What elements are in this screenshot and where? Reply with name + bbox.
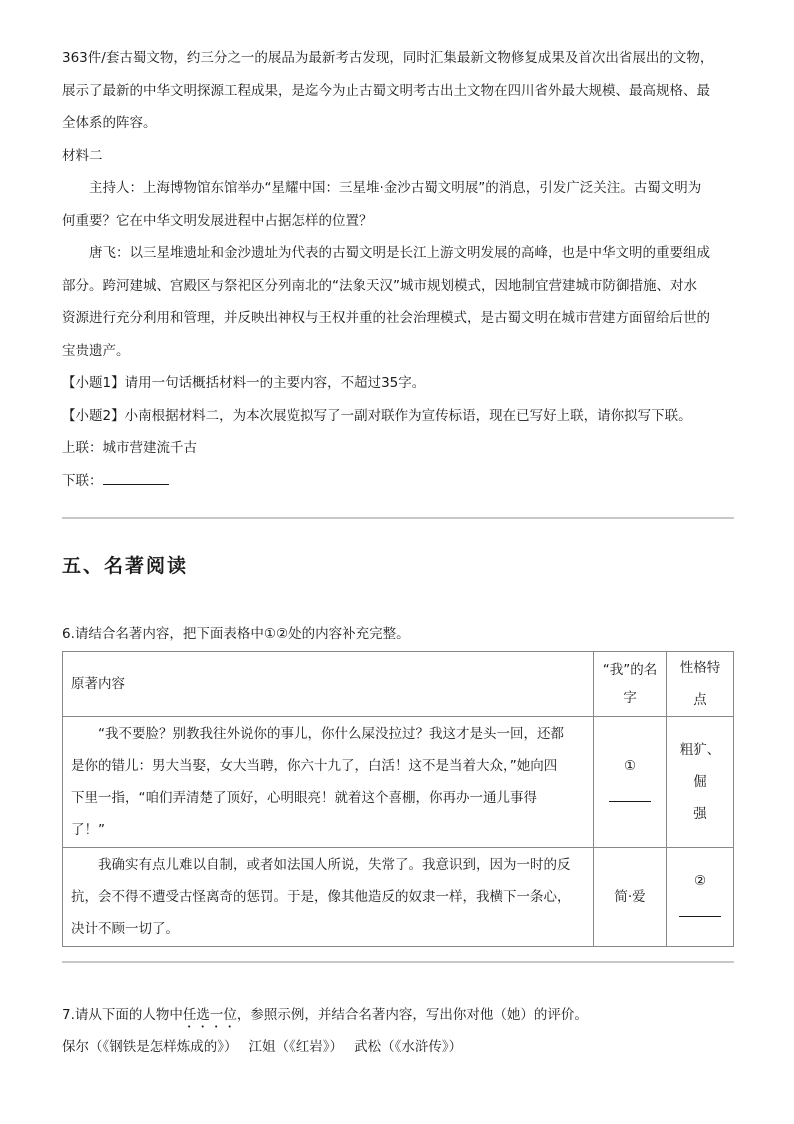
worksheet-page <box>62 0 734 1064</box>
classics-table <box>62 651 734 947</box>
row2-content: 我确实有点儿难以自制，或者如法国人所说，失常了。我意识到，因为一时的反 抗，会不得不遭受古怪离奇的惩罚。于是，像其他造反的奴隶一样，我横下一条心， 决计不顾一切了。 <box>63 847 594 946</box>
material-two-heading: 材料二 <box>62 147 103 164</box>
lower-couplet-label: 下联： <box>62 472 103 489</box>
question-1: 【小题1】请用一句话概括材料一的主要内容，不超过35字。 <box>62 375 426 391</box>
divider <box>62 961 734 963</box>
answer-blank[interactable] <box>103 468 169 485</box>
text-line: 主持人：上海博物馆东馆举办“星耀中国：三星堆·金沙古蜀文明展”的消息，引发广泛关注。古蜀文明为 <box>89 180 702 196</box>
header-name: “我”的名 字 <box>594 651 667 716</box>
sub-questions <box>62 367 734 497</box>
question-7-choices: 保尔（《钢铁是怎样炼成的》） 江姐（《红岩》） 武松（《水浒传》） <box>62 1039 463 1055</box>
header-trait: 性格特点 <box>667 651 734 716</box>
emphasized-text: 任选一位 <box>182 1006 237 1023</box>
text-line: 部分。跨河建城、宫殿区与祭祀区分列南北的“法象天汉”城市规划模式，因地制宜营建城市防御措施、对水 <box>62 277 697 294</box>
question-7-prompt: 7.请从下面的人物中任选一位，参照示例，并结合名著内容，写出你对他（她）的评价。 <box>62 1006 588 1023</box>
header-content: 原著内容 <box>63 651 594 716</box>
material-one-tail <box>62 42 734 140</box>
row2-trait-blank[interactable]: ② <box>667 847 734 946</box>
answer-blank[interactable] <box>679 902 721 917</box>
text-line: 宝贵遗产。 <box>62 342 130 359</box>
row1-content: “我不要脸？别教我往外说你的事儿，你什么屎没拉过？我这才是头一回，还都 是你的错儿：男大当娶，女大当聘，你六十九了，白活！这不是当着大众，”她向四 下里一指，“咱们弄清楚了顶好，心明眼亮！就着这个喜棚，你再办一通儿事得 了！” <box>63 716 594 847</box>
question-2: 【小题2】小南根据材料二，为本次展览拟写了一副对联作为宣传标语，现在已写好上联，请你拟写下联。 <box>62 407 692 424</box>
table-row <box>63 847 734 946</box>
row1-name-blank[interactable]: ① <box>594 716 667 847</box>
table-header-row <box>63 651 734 716</box>
table-row <box>63 716 734 847</box>
row1-trait: 粗犷、倔 强 <box>667 716 734 847</box>
text-line: 展示了最新的中华文明探源工程成果，是迄今为止古蜀文明考古出土文物在四川省外最大规模、最高规格、最 <box>62 82 710 99</box>
answer-blank[interactable] <box>609 787 651 802</box>
text-line: 资源进行充分利用和管理，并反映出神权与王权并重的社会治理模式，是古蜀文明在城市营建方面留给后世的 <box>62 310 710 326</box>
upper-couplet: 上联：城市营建流千古 <box>62 440 197 456</box>
text-line: 何重要？它在中华文明发展进程中占据怎样的位置？ <box>62 212 373 229</box>
section-title: 五、名著阅读 <box>62 555 189 577</box>
divider <box>62 517 734 519</box>
lower-couplet <box>62 465 734 498</box>
row2-name: 简·爱 <box>594 847 667 946</box>
text-line: 全体系的阵容。 <box>62 115 157 131</box>
text-line: 363件/套古蜀文物，约三分之一的展品为最新考古发现，同时汇集最新文物修复成果及首次出省展出的文物， <box>62 50 714 66</box>
question-6-prompt: 6.请结合名著内容，把下面表格中①②处的内容补充完整。 <box>62 626 410 642</box>
material-two <box>62 140 734 368</box>
text-line: 唐飞：以三星堆遗址和金沙遗址为代表的古蜀文明是长江上游文明发展的高峰，也是中华文明的重要组成 <box>89 245 710 261</box>
